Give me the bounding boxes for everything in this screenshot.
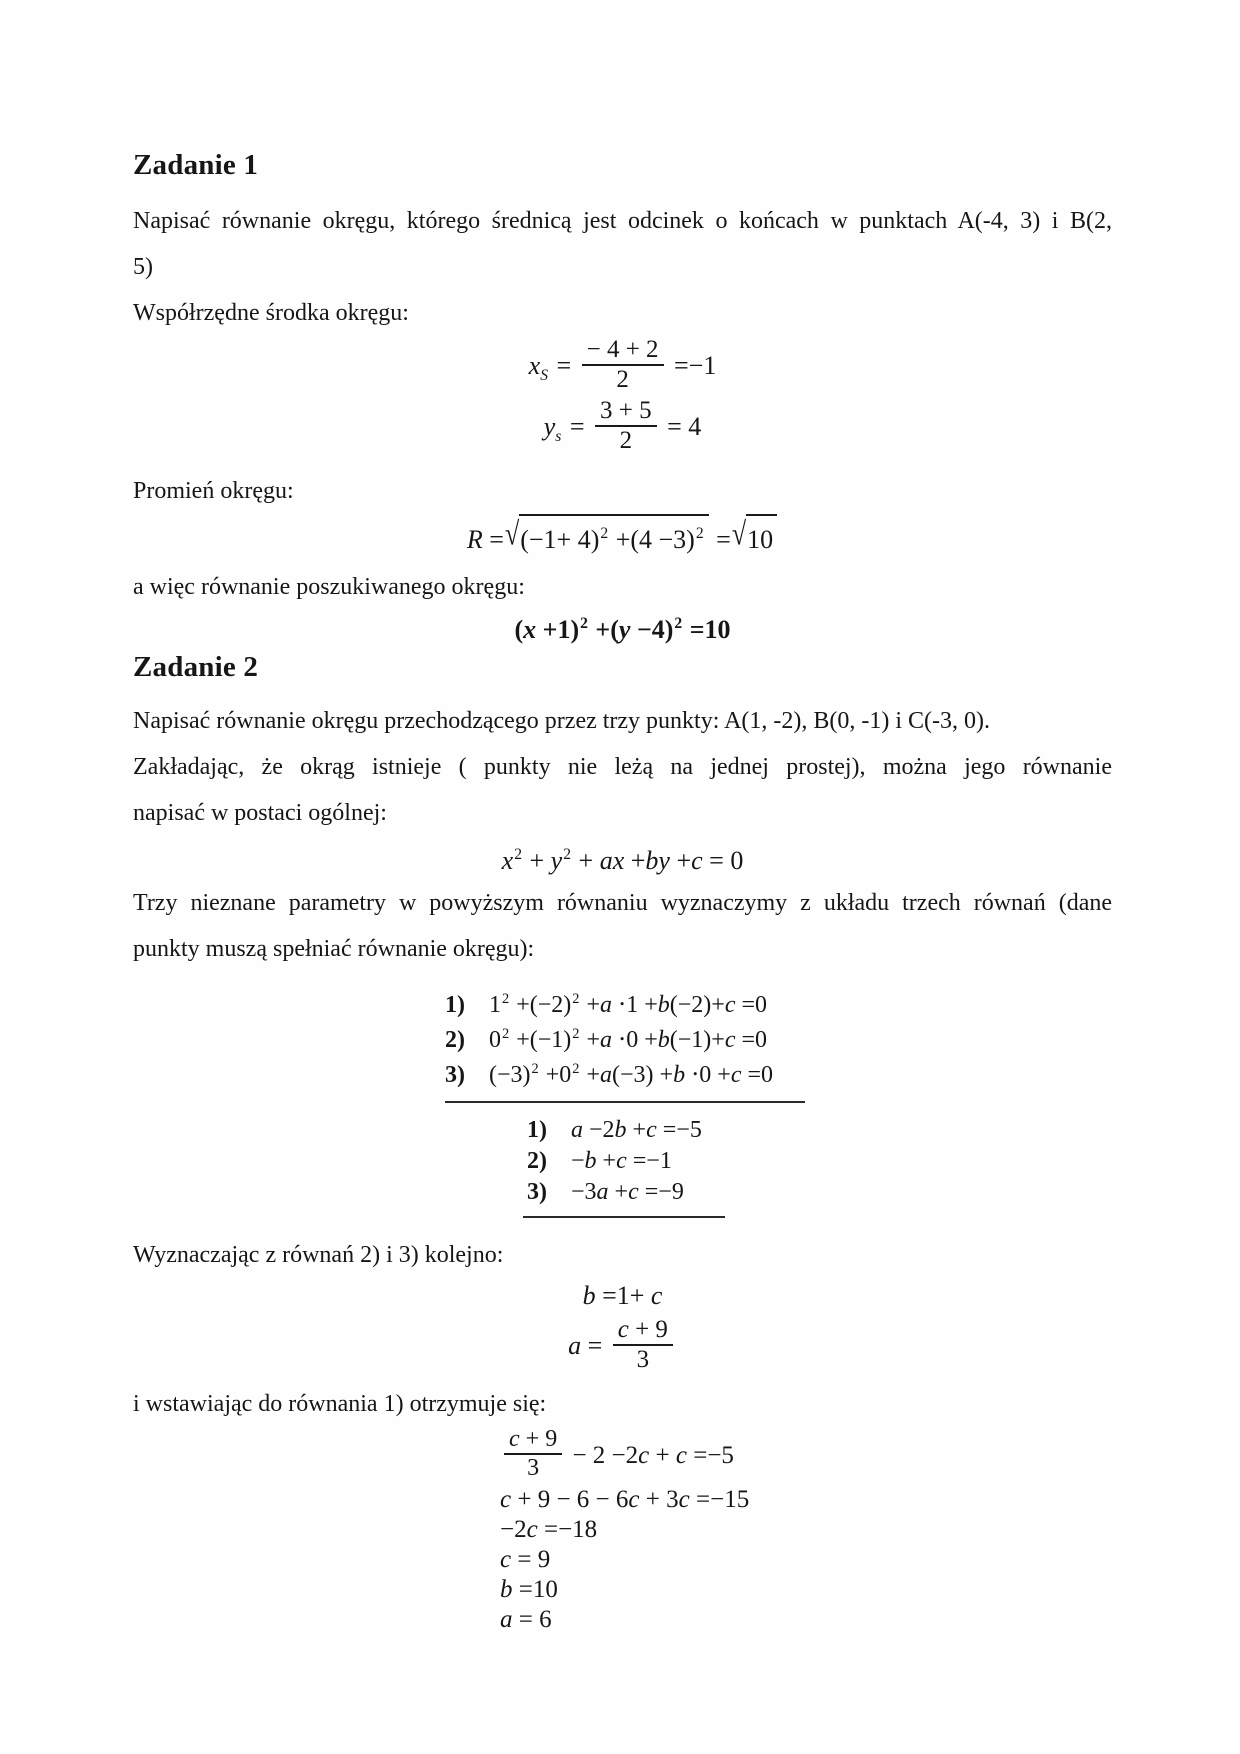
solve-label: Wyznaczając z równań 2) i 3) kolejno: <box>133 1241 504 1268</box>
equation-radius: R = √ $(-1+ 4)^2 +(4 -3)^2$ = √ 10 <box>133 514 1112 562</box>
final-eq-3: −2c =−18 <box>500 1516 598 1544</box>
parameters-line2: punkty muszą spełniać równanie okręgu): <box>133 935 535 962</box>
task2-parameters-paragraph <box>133 880 1112 972</box>
parameters-line1: Trzy nieznane parametry w powyższym równaniu wyznaczymy z układu trzech równań (dane <box>133 889 1112 916</box>
final-eq-4: c = 9 <box>500 1546 551 1574</box>
system1-row3-number: 3) <box>445 1061 465 1088</box>
final-eq-2: c + 9 − 6 − 6c + 3c =−15 <box>500 1486 750 1514</box>
final-eq-5: b =10 <box>500 1576 558 1604</box>
system2-underline <box>523 1216 725 1218</box>
equation-xs: $x_S$ = $\frac{- 4 + 2}{2}$ =−1 <box>528 336 717 394</box>
fraction: $\frac{c + 9}{3}$ <box>504 1426 562 1482</box>
task1-intro-line2: 5) <box>133 254 153 280</box>
task2-heading: Zadanie 2 <box>133 650 259 683</box>
system1-row1-number: 1) <box>445 991 465 1018</box>
system1-underline <box>445 1101 805 1103</box>
equation-ys: $y_s$ = $\frac{3 + 5}{2}$ = 4 <box>543 397 702 454</box>
system2-row3-number: 3) <box>527 1178 547 1205</box>
task2-assumption-paragraph <box>133 744 1112 836</box>
equation-system-1 <box>445 988 1112 1093</box>
system1-row2 <box>445 1023 1112 1058</box>
system2-row2-equation: −b +c =−1 <box>571 1147 672 1174</box>
system1-row3 <box>445 1058 1112 1093</box>
task1-intro-line1: Napisać równanie okręgu, którego średnicą jest odcinek o końcach w punktach A(-4, 3) i B(2, <box>133 208 1112 234</box>
equation-b: b =1+ c <box>582 1280 663 1310</box>
radius-label: Promień okręgu: <box>133 477 294 504</box>
system1-row2-number: 2) <box>445 1026 465 1053</box>
system1-row1-equation: $1^2 +(-2)^2 +a \cdot 1 +b(-2)+c =0$ <box>489 990 768 1018</box>
radical-sign: √ <box>731 515 747 552</box>
final-derivation-block <box>500 1427 1112 1635</box>
final-eq-6: a = 6 <box>500 1606 552 1634</box>
system2-row3 <box>527 1177 1112 1208</box>
fraction: $\frac{3 + 5}{2}$ <box>595 397 657 455</box>
system2-row1 <box>527 1115 1112 1146</box>
task2-intro-line: Napisać równanie okręgu przechodzącego przez trzy punkty: A(1, -2), B(0, -1) i C(-3, 0). <box>133 707 991 734</box>
task1-heading: Zadanie 1 <box>133 149 259 181</box>
substitution-label: i wstawiając do równania 1) otrzymuje się: <box>133 1390 547 1417</box>
system2-row1-number: 1) <box>527 1116 547 1143</box>
system2-row1-equation: a −2b +c =−5 <box>571 1116 702 1143</box>
radical-sign: √ <box>504 515 520 552</box>
system1-row3-equation: $(-3)^2 +0^2 +a(-3) +b \cdot 0 +c =0$ <box>489 1060 774 1088</box>
final-eq-1: $\frac{c + 9}{3}$ − 2 −2c + c =−5 <box>500 1427 1112 1485</box>
center-coordinates-label: Współrzędne środka okręgu: <box>133 300 409 326</box>
system2-row2-number: 2) <box>527 1147 547 1174</box>
equation-circle-result: $(x +1)^2 +(y -4)^2 =10$ <box>514 614 731 644</box>
task1-intro-paragraph <box>133 198 1112 290</box>
equation-system-2 <box>527 1115 1112 1208</box>
result-label: a więc równanie poszukiwanego okręgu: <box>133 573 525 600</box>
equation-a: a = $\frac{c + 9}{3}$ <box>133 1316 1112 1377</box>
assumption-line1: Zakładając, że okrąg istnieje ( punkty nie leżą na jednej prostej), można jego równanie <box>133 753 1112 780</box>
fraction: $\frac{- 4 + 2}{2}$ <box>582 336 664 394</box>
assumption-line2: napisać w postaci ogólnej: <box>133 799 387 826</box>
system1-row1 <box>445 988 1112 1023</box>
system2-row2 <box>527 1146 1112 1177</box>
equation-general-form: $x^2 + y^2$ + ax +by +c = 0 <box>501 845 744 875</box>
system1-row2-equation: $0^2 +(-1)^2 +a \cdot 0 +b(-1)+c =0$ <box>489 1025 768 1053</box>
fraction: $\frac{c + 9}{3}$ <box>613 1316 673 1374</box>
system2-row3-equation: −3a +c =−9 <box>571 1178 684 1205</box>
